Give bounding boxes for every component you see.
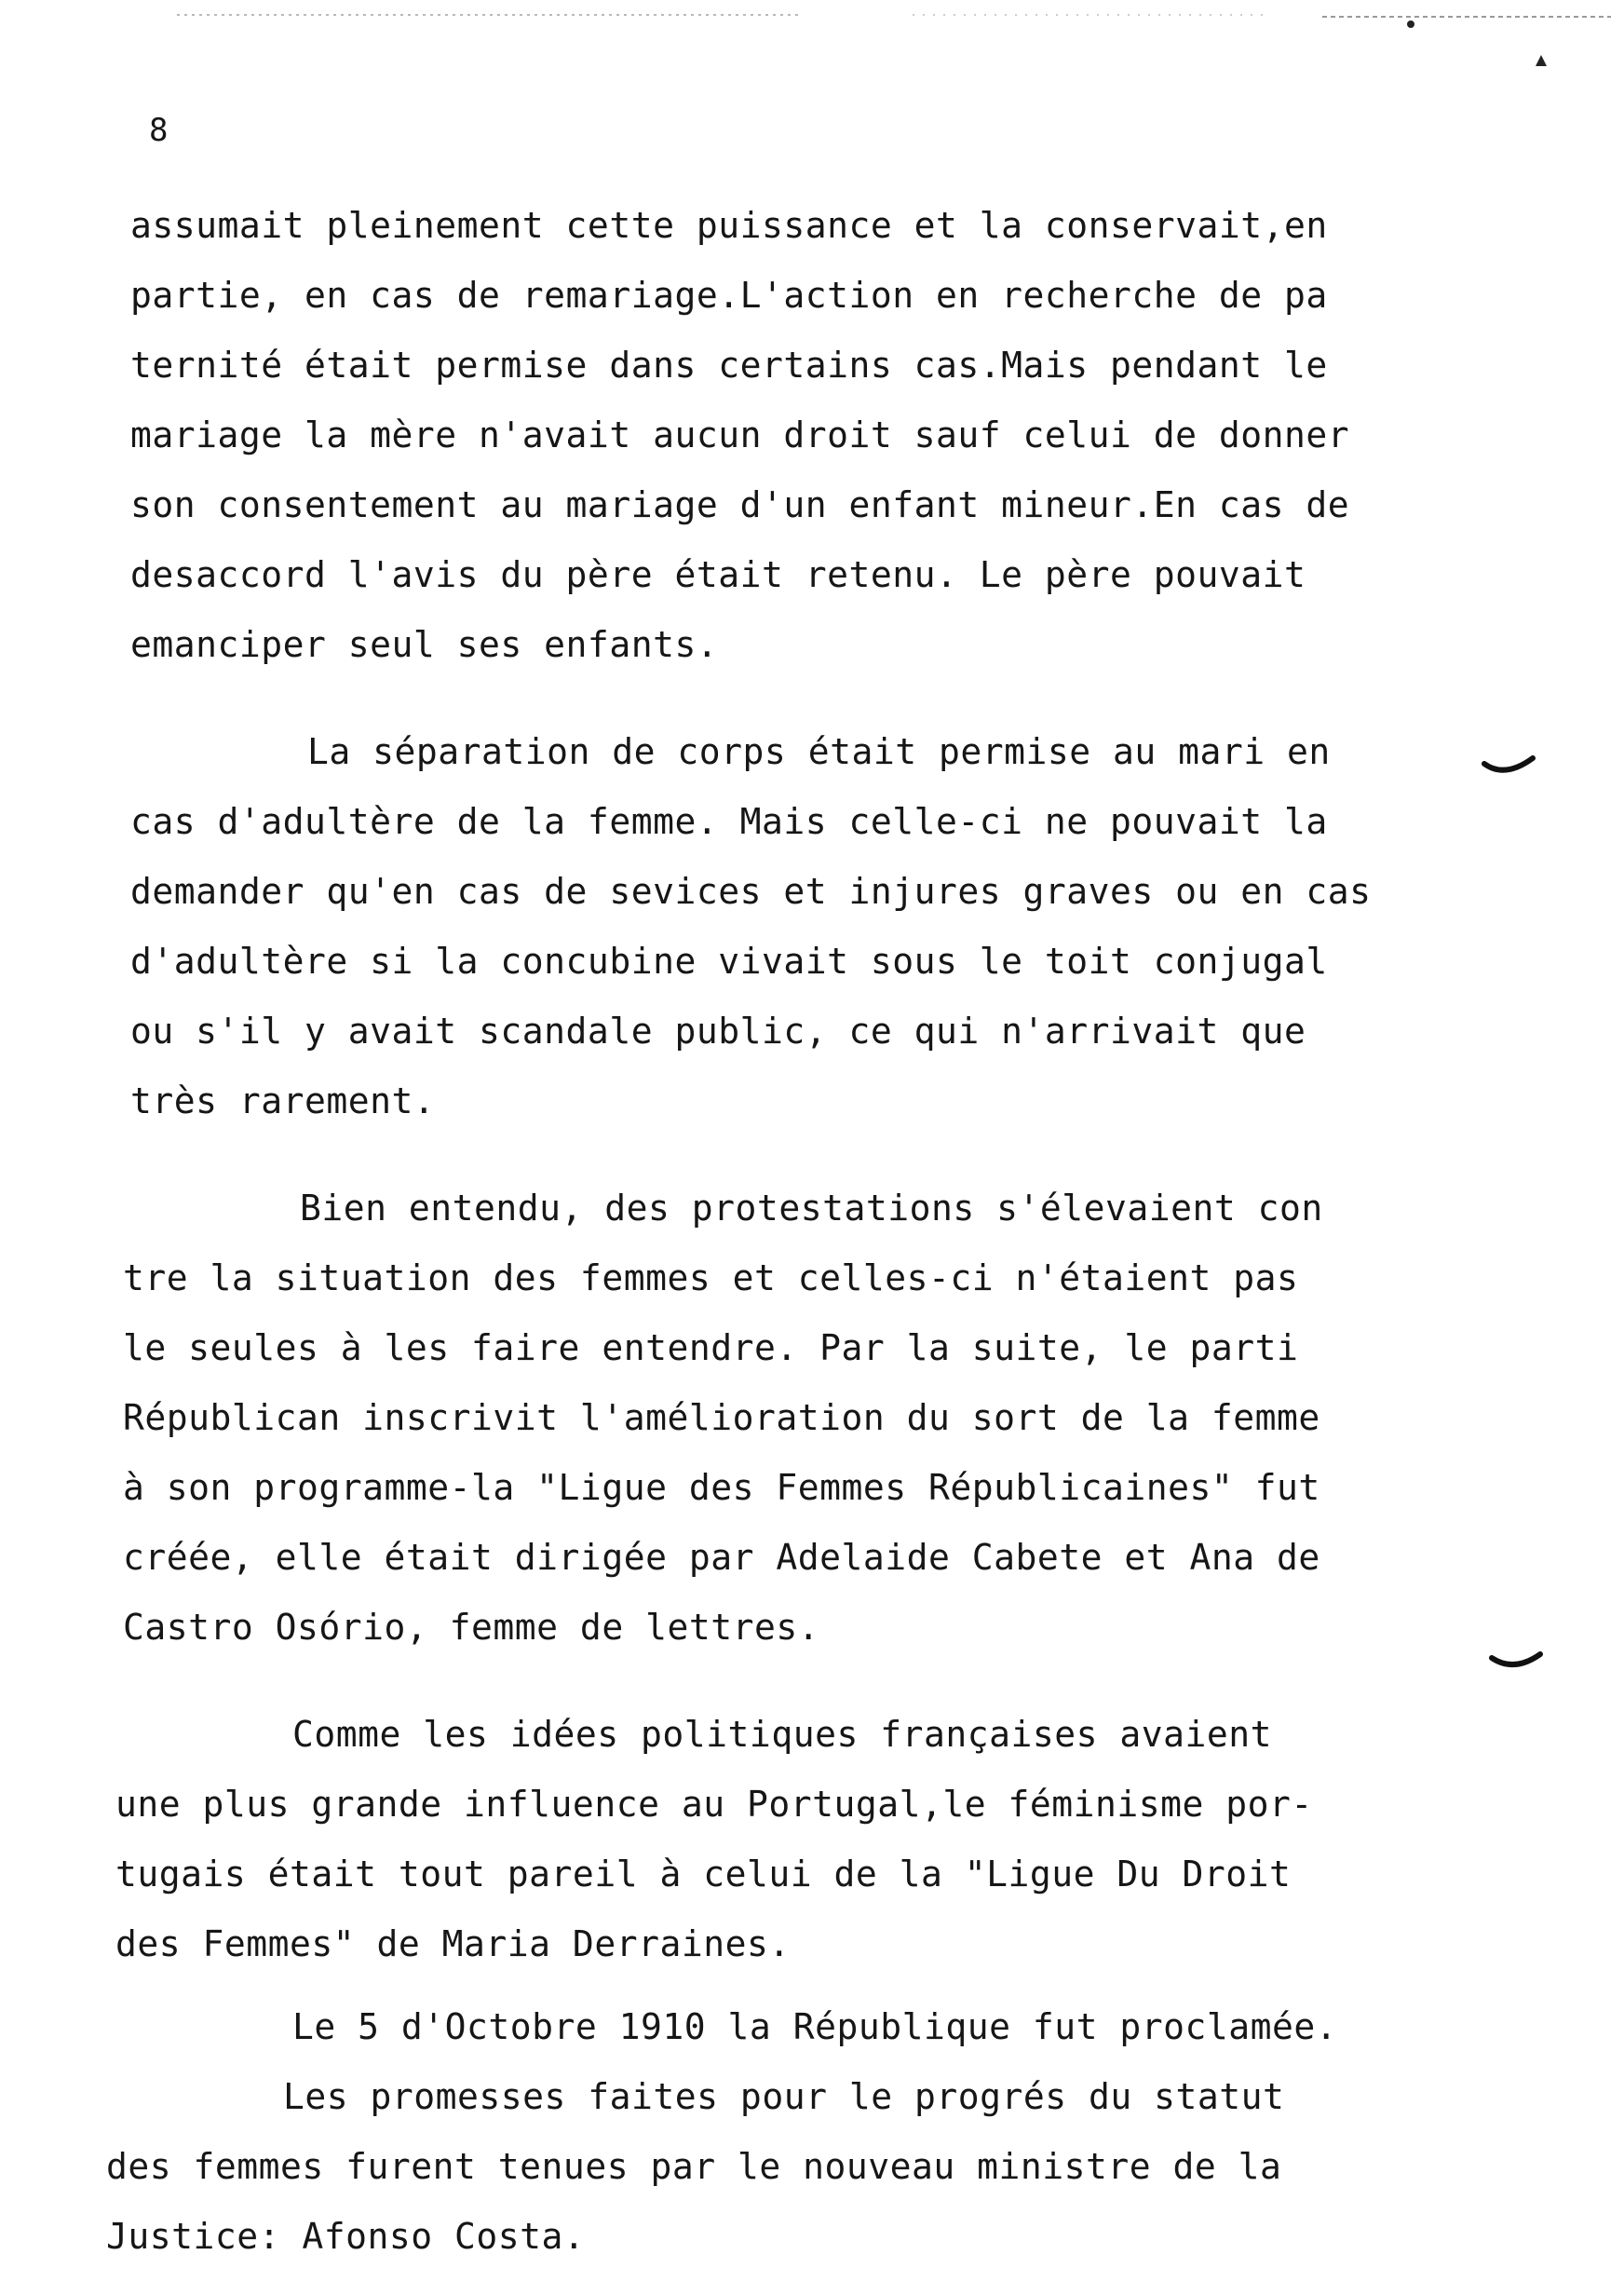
text-line: mariage la mère n'avait aucun droit sauf celui de donner — [130, 414, 1350, 455]
paragraph — [115, 1992, 1453, 2062]
text-line: emanciper seul ses enfants. — [130, 624, 719, 665]
text-line: ou s'il y avait scandale public, ce qui n'arrivait que — [130, 1011, 1306, 1052]
paragraph — [123, 1174, 1453, 1663]
text-line: Les promesses faites pour le progrés du statut — [283, 2076, 1285, 2117]
text-line: le seules à les faire entendre. Par la suite, le parti — [123, 1327, 1299, 1368]
text-line: ternité était permise dans certains cas.Mais pendant le — [130, 345, 1328, 386]
text-line: tre la situation des femmes et celles-ci n'étaient pas — [123, 1257, 1299, 1298]
text-line: Le 5 d'Octobre 1910 la République fut proclamée. — [292, 2006, 1338, 2047]
margin-curve-mark-icon — [1481, 753, 1536, 781]
text-line: une plus grande influence au Portugal,le féminisme por- — [115, 1784, 1313, 1825]
text-line: Justice: Afonso Costa. — [106, 2216, 586, 2257]
margin-curve-mark-icon — [1488, 1649, 1544, 1677]
text-line: Républican inscrivit l'amélioration du sort de la femme — [123, 1397, 1320, 1438]
text-line: Bien entendu, des protestations s'élevaient con — [300, 1188, 1323, 1229]
text-line: desaccord l'avis du père était retenu. Le père pouvait — [130, 554, 1306, 595]
text-line: son consentement au mariage d'un enfant mineur.En cas de — [130, 484, 1350, 525]
scan-noise-strip — [0, 0, 1624, 28]
text-line: à son programme-la "Ligue des Femmes Républicaines" fut — [123, 1467, 1320, 1508]
text-line: assumait pleinement cette puissance et la conservait,en — [130, 205, 1328, 246]
paragraph — [106, 2062, 1453, 2272]
paragraph — [115, 1700, 1453, 1979]
text-line: des femmes furent tenues par le nouveau ministre de la — [106, 2146, 1282, 2187]
text-line: des Femmes" de Maria Derraines. — [115, 1923, 791, 1964]
triangle-mark-icon — [1532, 51, 1550, 70]
page-number: 8 — [149, 112, 169, 149]
paragraph — [130, 191, 1453, 680]
text-line: créée, elle était dirigée par Adelaide Cabete et Ana de — [123, 1537, 1320, 1578]
text-line: Castro Osório, femme de lettres. — [123, 1607, 820, 1648]
document-body — [106, 191, 1453, 2272]
text-line: cas d'adultère de la femme. Mais celle-ci ne pouvait la — [130, 801, 1328, 842]
paragraph — [130, 717, 1453, 1136]
text-line: Comme les idées politiques françaises avaient — [292, 1714, 1273, 1755]
text-line: très rarement. — [130, 1080, 436, 1121]
text-line: partie, en cas de remariage.L'action en recherche de pa — [130, 275, 1328, 316]
text-line: tugais était tout pareil à celui de la "Ligue Du Droit — [115, 1854, 1292, 1894]
text-line: demander qu'en cas de sevices et injures graves ou en cas — [130, 871, 1372, 912]
text-line: d'adultère si la concubine vivait sous le toit conjugal — [130, 941, 1328, 982]
text-line: La séparation de corps était permise au mari en — [307, 731, 1331, 772]
